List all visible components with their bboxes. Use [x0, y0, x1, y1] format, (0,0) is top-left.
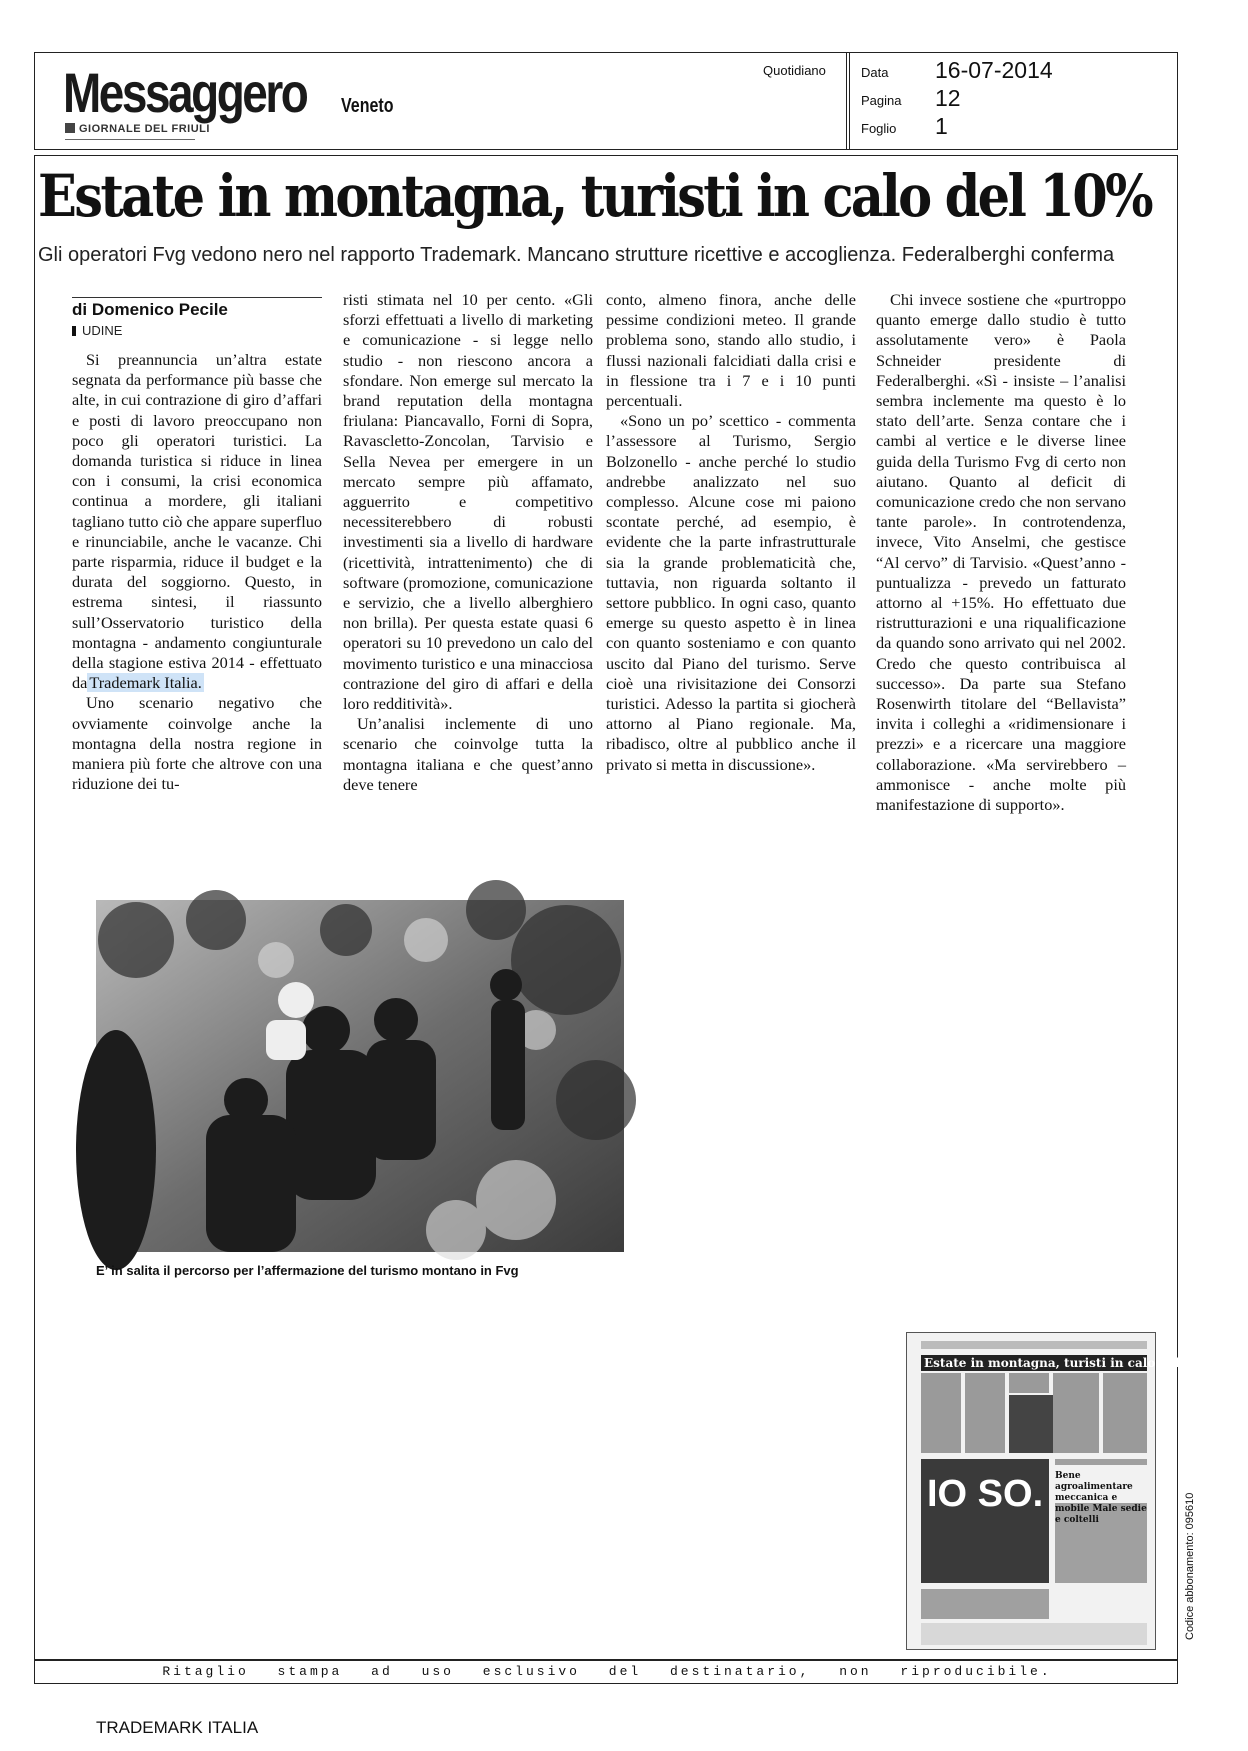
article-paragraph: risti stimata nel 10 per cento. «Gli sforzi effettuati a livello di marketing e comunicazione - si legge nello studio - non riescono ancora a sfondare. Non emerge sul mercato la brand reputation della montagna friulana: Piancavallo, Forni di Sopra, Ravascletto-Zoncolan, Tarvisio e Sella Nevea per emergere in un mercato sempre più affamato, agguerrito e competitivo necessiterebbero di robusti investimenti sia a livello di hardware (ricettività, intrattenimento) che di software (promozione, comunicazione e servizio, che a livello alberghiero non brilla). Per questa estate quasi 6 operatori su 10 prevedono un calo del movimento turistico e una minacciosa contrazione del giro di affari e della loro redditività». [343, 290, 593, 714]
dateline-text: UDINE [82, 323, 123, 338]
article-paragraph: Un’analisi inclemente di uno scenario che coinvolge tutta la montagna italiana e che quest’anno deve tenere [343, 714, 593, 794]
hikers-photo [96, 900, 624, 1252]
clipping-footer [34, 1660, 1178, 1684]
article-dateline [72, 323, 122, 338]
paragraph-text: Si preannuncia un’altra estate segnata da performance più basse che alte, in cui contrazione di giro d’affari e posti di lavoro preoccupano non poco gli operatori turistici. La domanda turistica si riduce in linea con i consumi, la crisi economica continua a mordere, gli italiani tagliano tutto ciò che appare superfluo e rinunciabile, anche le vacanze. Chi parte risparmia, riduce il budget e la durata del soggiorno. Questo, in estrema sintesi, il riassunto sull’Osservatorio turistico della montagna - andamento congiunturale della stagione estiva 2014 - effettuato da [72, 350, 323, 693]
header-divider [849, 53, 850, 149]
masthead-subtitle: GIORNALE DEL FRIULI [65, 123, 210, 135]
sheet-value: 1 [935, 113, 948, 139]
article-column-3 [606, 290, 856, 775]
thumbnail-headline: Estate in montagna, turisti in calo del 10% [921, 1355, 1147, 1371]
masthead-name: Messaggero [63, 61, 307, 124]
article-subheadline: Gli operatori Fvg vedono nero nel rapporto Trademark. Mancano strutture ricettive e accoglienza. Federalberghi conferma [38, 244, 1115, 266]
date-label: Data [861, 65, 889, 80]
article-paragraph: Uno scenario negativo che ovviamente coinvolge anche la montagna della nostra regione in maniera più forte che altrove con una riduzione dei tu- [72, 693, 322, 794]
thumbnail-ad-headline: IO SO. [927, 1473, 1044, 1515]
article-byline: di Domenico Pecile [72, 300, 228, 319]
highlighted-client-name: Trademark Italia. [89, 673, 202, 693]
article-paragraph: conto, almeno finora, anche delle pessime condizioni meteo. Il grande problema sono, stando allo studio, i flussi nazionali falcidiati dalla crisi e in flessione tra i 7 e i 10 punti percentuali. [606, 290, 856, 411]
clipping-header [34, 52, 1178, 150]
masthead-rule [65, 139, 195, 140]
dateline-marker-icon [72, 326, 76, 336]
client-name: TRADEMARK ITALIA [96, 1718, 259, 1737]
footer-notice: Ritaglio stampa ad uso esclusivo del destinatario, non riproducibile. [162, 1664, 1052, 1679]
article-column-2 [343, 290, 593, 795]
page-label: Pagina [861, 93, 902, 108]
thumbnail-ad-text: Bene agroalimentare meccanica e mobile Male sedie e coltelli [1055, 1471, 1147, 1525]
article-paragraph: «Sono un po’ scettico - commenta l’assessore al Turismo, Sergio Bolzonello - anche perché lo studio andrebbe analizzato nel suo complesso. Alcune cose mi paiono scontate perché, ad esempio, è evidente che la parte infrastrutturale sia la grande problematicità che, tuttavia, non riguarda soltanto il settore pubblico. In ogni caso, quanto emerge su questo aspetto è in linea con quanto sosteniamo e con quanto uscito dal Piano del turismo. Serve cioè una rivisitazione dei Consorzi turistici. Adesso la partita si giocherà attorno al Piano regionale. Ma, ribadisco, oltre al pubblico anche il privato si metta in discussione». [606, 411, 856, 774]
article-headline: Estate in montagna, turisti in calo del 10% [38, 162, 1151, 230]
newspaper-masthead [63, 61, 394, 135]
byline-rule [72, 297, 322, 298]
article-column-1 [72, 350, 322, 794]
sheet-label: Foglio [861, 121, 897, 136]
page-value: 12 [935, 85, 961, 111]
article-paragraph: Chi invece sostiene che «purtroppo quanto emerge dallo studio è tutto assolutamente vero» è Paola Schneider presidente di Federalberghi. «Sì - insiste – l’analisi sembra inclemente ma questo è lo stato dell’arte. Senza contare che i cambi al vertice e le diverse linee guida della Turismo Fvg di certo non aiutano. Quanto al deficit di comunicazione credo che non servano tante parole». In controtendenza, invece, Vito Anselmi, che gestisce “Al cervo” di Tarvisio. «Quest’anno - puntualizza - prevedo un fatturato attorno al +15%. Ho effettuato due ristrutturazioni e una riqualificazione da quando sono arrivato qui nel 2002. Credo che questo contribuisca al successo». Da parte sua Stefano Rosenwirth titolare del “Bellavista” invita i colleghi a «ridimensionare i prezzi» e a ricercare una maggiore collaborazione. «Ma servirebbero – ammonisce - anche molte più manifestazione di supporto». [876, 290, 1126, 815]
header-divider [846, 53, 847, 149]
article-paragraph [72, 350, 322, 693]
date-value: 16-07-2014 [935, 57, 1053, 83]
periodicity-label: Quotidiano [763, 63, 826, 78]
hikers-photo-illustration [96, 900, 624, 1252]
photo-caption: E’ in salita il percorso per l’affermazione del turismo montano in Fvg [96, 1263, 519, 1278]
subscription-code: Codice abbonamento: 095610 [1184, 1492, 1196, 1640]
masthead-region: Veneto [341, 95, 394, 117]
article-column-4 [876, 290, 1126, 815]
